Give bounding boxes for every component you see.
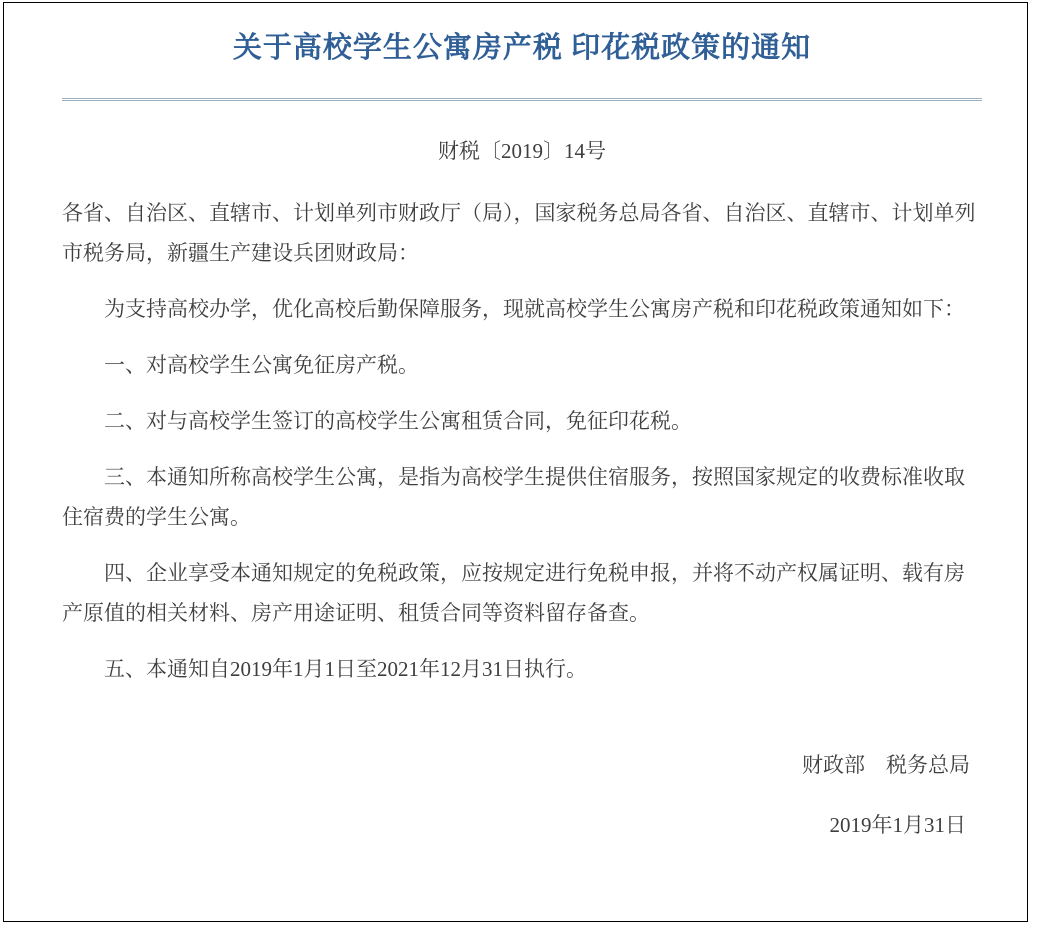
- document-content: [4, 3, 1027, 845]
- issue-date: 2019年1月31日: [829, 813, 966, 837]
- document-body: [62, 193, 982, 689]
- notice-item-4: 四、企业享受本通知规定的免税政策，应按规定进行免税申报，并将不动产权属证明、载有房产原值的相关材料、房产用途证明、租赁合同等资料留存备查。: [62, 561, 965, 625]
- notice-item-3: 三、本通知所称高校学生公寓，是指为高校学生提供住宿服务，按照国家规定的收费标准收取住宿费的学生公寓。: [62, 465, 965, 529]
- notice-item-1: 一、对高校学生公寓免征房产税。: [104, 353, 419, 377]
- page-title: 关于高校学生公寓房产税 印花税政策的通知: [232, 32, 812, 64]
- notice-item-2: 二、对与高校学生签订的高校学生公寓租赁合同，免征印花税。: [104, 409, 692, 433]
- title-divider-line: [62, 98, 982, 101]
- document-page: [3, 2, 1028, 922]
- recipients-paragraph: 各省、自治区、直辖市、计划单列市财政厅（局），国家税务总局各省、自治区、直辖市、计划单列市税务局，新疆生产建设兵团财政局：: [62, 201, 976, 265]
- intro-paragraph: 为支持高校办学，优化高校后勤保障服务，现就高校学生公寓房产税和印花税政策通知如下：: [104, 297, 965, 321]
- issuing-authority-signature: 财政部 税务总局: [802, 753, 970, 777]
- notice-item-5: 五、本通知自2019年1月1日至2021年12月31日执行。: [104, 657, 587, 681]
- document-number: 财税〔2019〕14号: [438, 139, 606, 163]
